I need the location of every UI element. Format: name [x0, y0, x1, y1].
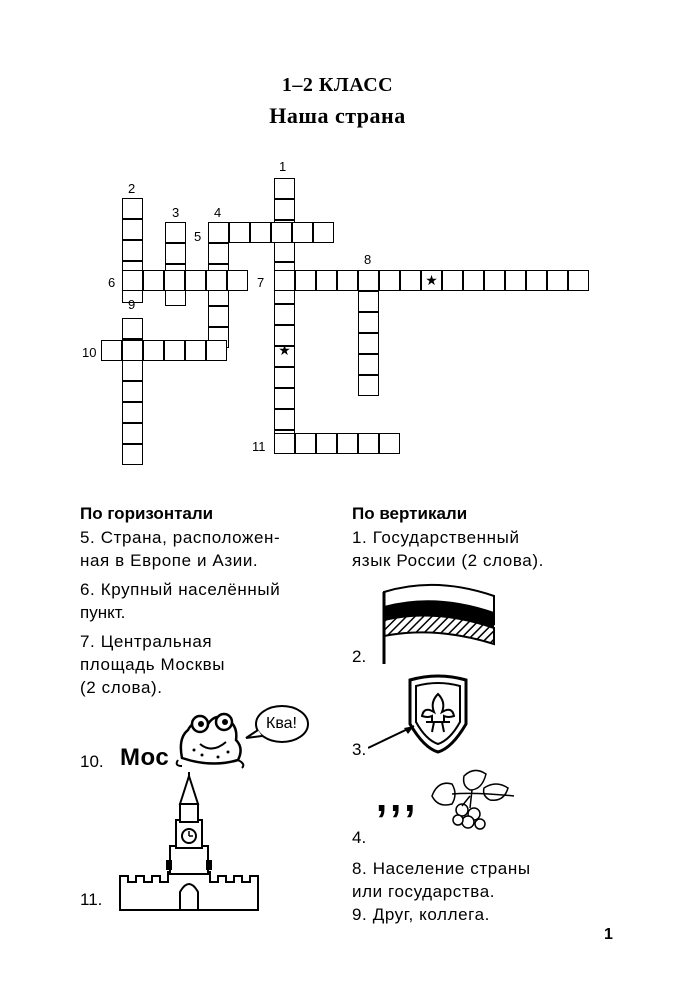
frog-icon — [172, 700, 312, 770]
crossword-cell — [526, 270, 547, 291]
crossword-cell — [185, 340, 206, 361]
clue-9: 9. Друг, коллега. — [352, 905, 490, 924]
crossword-cell — [274, 199, 295, 220]
crossword-cell — [122, 240, 143, 261]
clue-2-number: 2. — [352, 647, 367, 666]
star-icon: ★ — [278, 342, 291, 358]
grade-label: 1–2 КЛАСС — [281, 74, 394, 96]
crossword-cell — [122, 381, 143, 402]
crossword-cell — [122, 423, 143, 444]
clue-5-line1: 5. Страна, расположен- — [80, 528, 281, 547]
down-heading: По вертикали — [352, 504, 468, 523]
crossword-cell — [274, 270, 295, 291]
clue-8-line1: 8. Население страны — [352, 859, 531, 878]
clue-11-number: 11. — [80, 890, 103, 909]
clue-4-quotes: ,,, — [376, 776, 419, 820]
clue-3-number: 3. — [352, 740, 367, 759]
crossword-cell — [165, 222, 186, 243]
crossword-cell — [358, 354, 379, 375]
grid-number-11: 11 — [252, 439, 266, 454]
clue-7-line3: (2 слова). — [80, 678, 163, 697]
page-title: Наша страна — [269, 103, 406, 128]
crossword-cell — [274, 433, 295, 454]
grid-number-10: 10 — [82, 345, 97, 360]
star-icon: ★ — [425, 272, 438, 288]
crossword-cell — [358, 312, 379, 333]
crossword-cell — [442, 270, 463, 291]
crossword-cell — [547, 270, 568, 291]
crossword-cell — [229, 222, 250, 243]
frog-speech: Ква! — [266, 715, 297, 732]
crossword-cell — [143, 340, 164, 361]
crossword-cell — [358, 291, 379, 312]
crossword-cell — [274, 409, 295, 430]
clue-1-line2: язык России (2 слова). — [352, 551, 544, 570]
crossword-cell — [208, 243, 229, 264]
scout-emblem-icon — [368, 672, 498, 762]
crossword-cell — [358, 433, 379, 454]
grid-number-6: 6 — [108, 275, 116, 290]
crossword-cell — [295, 433, 316, 454]
across-heading: По горизонтали — [80, 504, 214, 523]
clue-1-line1: 1. Государственный — [352, 528, 520, 547]
grid-number-2: 2 — [128, 181, 136, 196]
crossword-cell — [358, 333, 379, 354]
crossword-cell — [206, 340, 227, 361]
crossword-cell — [379, 433, 400, 454]
crossword-cell — [568, 270, 589, 291]
clue-10-number: 10. — [80, 752, 104, 771]
crossword-cell — [505, 270, 526, 291]
crossword-cell — [227, 270, 248, 291]
crossword-cell — [337, 433, 358, 454]
crossword-cell — [208, 222, 229, 243]
crossword-cell — [274, 178, 295, 199]
crossword-cell — [316, 270, 337, 291]
crossword-cell — [122, 318, 143, 339]
crossword-cell — [274, 367, 295, 388]
crossword-cell — [206, 270, 227, 291]
crossword-cell — [122, 219, 143, 240]
crossword-cell — [101, 340, 122, 361]
crossword-cell — [122, 340, 143, 361]
grid-number-5: 5 — [194, 229, 202, 244]
grid-number-1: 1 — [279, 159, 287, 174]
crossword-cell — [122, 360, 143, 381]
crossword-cell — [143, 270, 164, 291]
page-number: 1 — [604, 926, 613, 943]
crossword-cell — [358, 270, 379, 291]
crossword-cell — [292, 222, 313, 243]
crossword-cell — [271, 222, 292, 243]
crossword-cell — [379, 270, 400, 291]
crossword-cell — [274, 388, 295, 409]
crossword-cell — [274, 241, 295, 262]
clue-5-line2: ная в Европе и Азии. — [80, 551, 259, 570]
grid-number-3: 3 — [172, 205, 180, 220]
grid-number-9: 9 — [128, 297, 136, 312]
clue-10-hint: Мос — [120, 744, 170, 771]
crossword-cell — [122, 270, 143, 291]
crossword-cell — [122, 198, 143, 219]
crossword-cell — [164, 340, 185, 361]
crossword-cell — [164, 270, 185, 291]
clue-7-line2: площадь Москвы — [80, 655, 226, 674]
crossword-cell — [358, 375, 379, 396]
crossword-cell — [337, 270, 358, 291]
clue-4-number: 4. — [352, 828, 367, 847]
clue-7-line1: 7. Центральная — [80, 632, 213, 651]
crossword-cell — [295, 270, 316, 291]
russian-flag-icon — [376, 578, 504, 668]
crossword-cell — [316, 433, 337, 454]
crossword-cell — [250, 222, 271, 243]
crossword-cell — [185, 270, 206, 291]
clue-8-line2: или государства. — [352, 882, 496, 901]
grid-number-8: 8 — [364, 252, 372, 267]
currant-branch-icon — [424, 766, 520, 830]
crossword-cell — [313, 222, 334, 243]
crossword-cell — [122, 402, 143, 423]
crossword-cell — [484, 270, 505, 291]
kremlin-tower-icon — [118, 772, 260, 912]
crossword-cell — [165, 243, 186, 264]
crossword-cell — [122, 444, 143, 465]
grid-number-4: 4 — [214, 205, 222, 220]
clue-6-line1: 6. Крупный населённый — [80, 580, 281, 599]
crossword-cell — [274, 304, 295, 325]
crossword-cell — [208, 306, 229, 327]
clue-6-line2: пункт. — [80, 603, 126, 622]
crossword-cell — [463, 270, 484, 291]
crossword-cell — [400, 270, 421, 291]
grid-number-7: 7 — [257, 275, 265, 290]
